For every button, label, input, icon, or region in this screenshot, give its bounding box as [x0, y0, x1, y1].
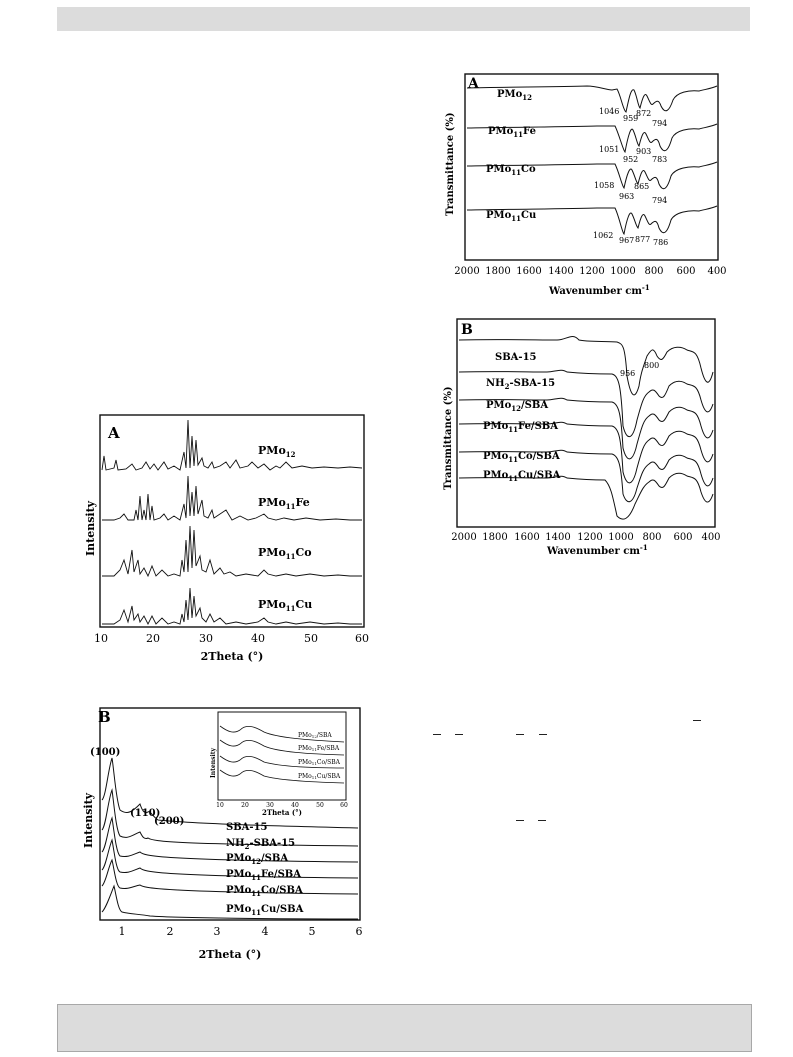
x-tick: 400 [707, 266, 727, 277]
x-tick: 6 [355, 925, 363, 938]
peak-label: 786 [653, 238, 669, 247]
x-tick: 1600 [516, 266, 542, 277]
x-tick: 4 [261, 925, 269, 938]
x-tick: 600 [673, 532, 693, 543]
pattern-pmo11fe [102, 476, 362, 520]
x-ticks [454, 266, 726, 277]
x-tick: 600 [676, 266, 696, 277]
y-axis-label: Intensity [84, 500, 97, 556]
x-tick: 3 [213, 925, 221, 938]
peak-label: 1058 [594, 181, 615, 190]
x-tick: 1400 [548, 266, 574, 277]
peak-label: 800 [644, 361, 660, 370]
pattern-pmo11co [102, 526, 362, 576]
peak-label: 783 [652, 155, 668, 164]
text-mark [433, 734, 441, 735]
peak-label: 903 [636, 147, 652, 156]
x-axis-label: Wavenumber $cm^{-1}$ [549, 283, 650, 297]
x-tick: 1800 [482, 532, 508, 543]
peak-label: 865 [634, 182, 650, 191]
series-label-pmo11co: PMo$_{11}$Co [258, 546, 312, 561]
x-tick: 800 [642, 532, 662, 543]
series-label-pmo11cu: PMo$_{11}$Cu [486, 210, 537, 223]
pattern-pmo12 [102, 420, 362, 470]
inset-x-tick: 20 [241, 802, 249, 809]
peak-label: (200) [154, 816, 185, 827]
x-tick: 2000 [451, 532, 477, 543]
x-tick: 2000 [454, 266, 480, 277]
series-label-pmo11cosba: PMo$_{11}$Co/SBA [226, 885, 303, 898]
x-tick: 1800 [485, 266, 511, 277]
series-label-pmo11co: PMo$_{11}$Co [486, 164, 536, 177]
x-ticks [451, 532, 720, 543]
x-tick: 2 [166, 925, 174, 938]
header-band [57, 7, 750, 31]
x-tick: 30 [199, 632, 213, 645]
text-mark [516, 820, 524, 821]
inset-label: PMo11Fe/SBA [298, 745, 340, 752]
peak-label: 967 [619, 236, 635, 245]
text-mark [516, 734, 524, 735]
panel-label: B [98, 708, 111, 726]
inset-x-tick: 10 [216, 802, 224, 809]
peak-label: 1046 [599, 107, 620, 116]
inset-x-tick: 30 [266, 802, 274, 809]
y-axis-label: Transmittance (%) [443, 386, 454, 490]
x-tick: 1200 [579, 266, 605, 277]
text-mark [455, 734, 463, 735]
x-tick: 10 [94, 632, 108, 645]
series-label-pmo12: PMo$_{12}$ [258, 444, 296, 459]
series-label-nh2sba15: $NH_2-SBA-15$ [486, 378, 556, 391]
peak-label: 872 [636, 109, 652, 118]
series-label-pmo12: PMo$_{12}$ [497, 89, 533, 102]
series-label-pmo11cu: PMo$_{11}$Cu [258, 598, 313, 613]
series-label-sba15: SBA-15 [495, 352, 537, 363]
x-tick: 40 [251, 632, 265, 645]
series-label-pmo11fe: PMo$_{11}$Fe [258, 496, 310, 511]
ir-figure-a [437, 66, 737, 306]
inset-plot [210, 712, 348, 817]
x-tick: 1600 [514, 532, 540, 543]
panel-label: B [461, 322, 473, 338]
x-tick: 1000 [608, 532, 634, 543]
xrd-a-patterns [102, 420, 362, 624]
pattern-pmo11cu [102, 588, 362, 624]
x-tick: 50 [304, 632, 318, 645]
text-mark [693, 720, 701, 721]
peak-label: 956 [620, 369, 636, 378]
xrd-figure-a [80, 410, 375, 678]
text-mark [539, 734, 547, 735]
inset-label: PMo11Co/SBA [298, 759, 340, 766]
peak-label: 794 [652, 196, 668, 205]
y-axis-label: Intensity [82, 792, 95, 848]
x-tick: 20 [146, 632, 160, 645]
text-mark [538, 820, 546, 821]
inset-x-tick: 60 [340, 802, 348, 809]
inset-x-label: 2Theta (°) [262, 808, 302, 817]
ir-figure-b [437, 316, 737, 561]
inset-label: PMo11Cu/SBA [298, 773, 341, 780]
peak-label: 1062 [593, 231, 614, 240]
x-ticks [94, 632, 369, 645]
y-axis-label: Transmittance (%) [445, 112, 456, 216]
x-axis-label: Wavenumber $cm^{-1}$ [547, 543, 648, 557]
xrd-figure-b [78, 700, 378, 965]
series-label-sba15: SBA-15 [226, 822, 268, 833]
x-axis-label: 2Theta (°) [200, 650, 264, 663]
x-tick: 1400 [545, 532, 571, 543]
x-tick: 1000 [610, 266, 636, 277]
peak-label: 1051 [599, 145, 620, 154]
series-label-nh2sba15: $NH_2-SBA-15$ [226, 838, 296, 851]
x-tick: 60 [355, 632, 369, 645]
panel-label: A [468, 76, 479, 92]
series-label-pmo11cusba: PMo$_{11}$Cu/SBA [226, 904, 304, 917]
series-label-pmo11fesba: PMo$_{11}$Fe/SBA [226, 869, 302, 882]
peak-label: 959 [623, 114, 639, 123]
peak-labels [593, 107, 668, 247]
footer-band [57, 1004, 752, 1052]
x-ticks [119, 925, 363, 938]
x-axis-label: 2Theta (°) [198, 948, 262, 961]
inset-label: PMo12/SBA [298, 732, 332, 739]
x-tick: 1 [118, 925, 126, 938]
x-tick: 5 [308, 925, 316, 938]
peak-label: (110) [130, 808, 161, 819]
inset-y-label: Intensity [210, 747, 217, 778]
series-label-pmo12sba: PMo$_{12}$/SBA [226, 853, 289, 866]
inset-x-tick: 50 [316, 802, 324, 809]
inset-x-tick: 40 [291, 802, 299, 809]
series-label-pmo11cosba: PMo$_{11}$Co/SBA [483, 451, 560, 464]
peak-label: 877 [635, 235, 651, 244]
series-label-pmo11fesba: PMo$_{11}$Fe/SBA [483, 421, 559, 434]
series-label-pmo11fe: PMo$_{11}$Fe [488, 126, 536, 139]
peak-label: 794 [652, 119, 668, 128]
series-label-pmo11cusba: PMo$_{11}$Cu/SBA [483, 470, 561, 483]
peak-label: (100) [90, 747, 121, 758]
peak-label: 952 [623, 155, 639, 164]
panel-label: A [108, 424, 120, 442]
x-tick: 400 [701, 532, 721, 543]
peak-label: 963 [619, 192, 635, 201]
x-tick: 800 [644, 266, 664, 277]
series-label-pmo12sba: PMo$_{12}$/SBA [486, 400, 549, 413]
x-tick: 1200 [577, 532, 603, 543]
